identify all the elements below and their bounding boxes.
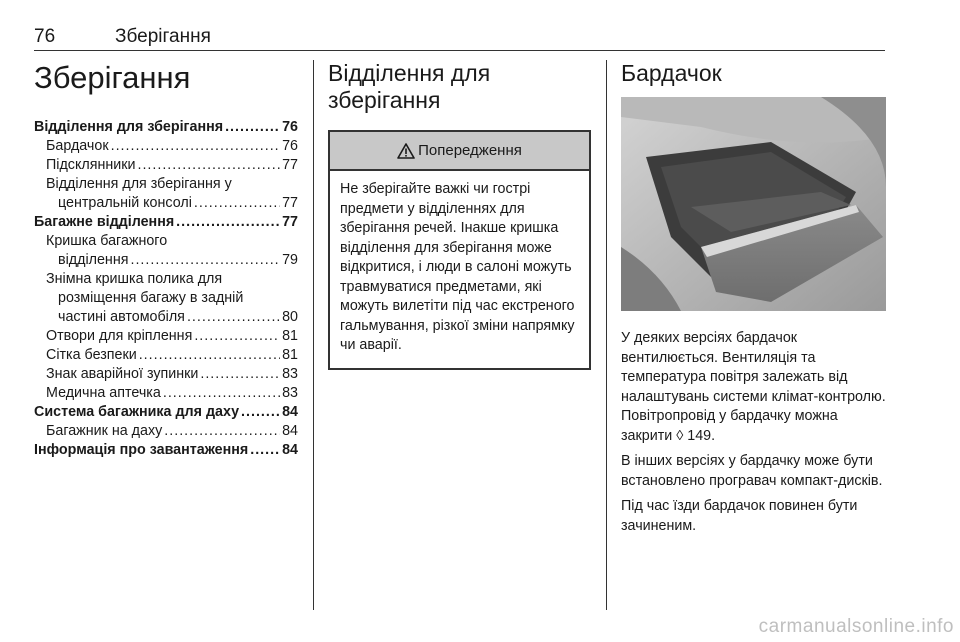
toc-entry[interactable] [34,441,298,460]
toc-leader-dots [194,194,280,213]
toc-page-number: 81 [282,347,298,363]
warning-title: Попередження [418,142,522,159]
glovebox-column [621,60,887,542]
toc-entry[interactable] [34,327,298,346]
column-divider [313,60,314,610]
toc-leader-dots [137,156,280,175]
toc-entry-label: Система багажника для даху [34,404,240,420]
toc-page-number: 80 [282,309,298,325]
body-paragraph: У деяких версіях бардачок вентилюється. Вентиляція та температура повітря залежать від налаштувань системи клімат-контролю. Повітропровід у бардачку можна закрити ◊ 149. [621,330,886,444]
toc-entry[interactable] [34,175,298,213]
warning-header [330,132,589,171]
toc-entry-label: відділення [58,252,129,268]
toc-entry-label-start: Кришка багажного [46,233,168,249]
toc-page-number: 84 [282,442,298,458]
toc-leader-dots [163,384,280,403]
watermark: carmanualsonline.info [758,616,954,637]
toc-entry-label: Багажне відділення [34,214,175,230]
toc-page-number: 83 [282,366,298,382]
toc-leader-dots [176,213,280,232]
toc-entry[interactable] [34,365,298,384]
toc-entry-label: Отвори для кріплення [46,328,193,344]
toc-entry-label-start: Відділення для зберігання у [46,176,232,192]
column-divider [606,60,607,610]
toc-leader-dots [130,251,280,270]
toc-entry[interactable] [34,156,298,175]
storage-column [328,60,591,370]
warning-box [328,130,591,370]
toc-column [34,60,298,460]
toc-page-number: 77 [282,214,298,230]
toc-page-number: 77 [282,195,298,211]
toc-entry-label: Бардачок [46,138,109,154]
page-number: 76 [34,26,56,47]
toc-entry[interactable] [34,346,298,365]
toc-entry-label: Відділення для зберігання [34,119,224,135]
warning-triangle-icon [397,143,415,159]
toc-leader-dots [225,118,280,137]
toc-leader-dots [200,365,280,384]
toc-entry[interactable] [34,270,298,327]
toc-page-number: 79 [282,252,298,268]
toc-page-number: 81 [282,328,298,344]
toc-entry[interactable] [34,213,298,232]
toc-entry[interactable] [34,384,298,403]
body-paragraph: Під час їзди бардачок повинен бути зачиненим. [621,498,858,534]
toc-page-number: 84 [282,423,298,439]
body-paragraph: В інших версіях у бардачку може бути встановлено програвач компакт-дисків. [621,453,883,489]
chapter-title: Зберігання [34,60,191,95]
toc-leader-dots [111,137,281,156]
toc-entry[interactable] [34,137,298,156]
toc-page-number: 84 [282,404,298,420]
toc-entry-label: частині автомобіля [58,309,185,325]
page-header [34,26,885,51]
toc-entry-label-start: Знімна кришка полика для розміщення багажу в задній [46,271,244,306]
toc-entry-label: Знак аварійної зупинки [46,366,199,382]
toc-page-number: 76 [282,119,298,135]
toc-entry[interactable] [34,232,298,270]
toc-entry[interactable] [34,403,298,422]
toc-entry[interactable] [34,422,298,441]
toc-page-number: 76 [282,138,298,154]
toc-leader-dots [250,441,280,460]
toc-leader-dots [164,422,280,441]
table-of-contents [34,118,298,460]
toc-entry-label: Інформація про завантаження [34,442,249,458]
toc-page-number: 77 [282,157,298,173]
toc-entry-label: Сітка безпеки [46,347,137,363]
running-section-title: Зберігання [115,26,211,47]
toc-entry-label: центральній консолі [58,195,192,211]
toc-entry-label: Підсклянники [46,157,136,173]
toc-entry-label: Багажник на даху [46,423,163,439]
section-heading: Відділення для зберігання [328,60,491,113]
toc-page-number: 83 [282,385,298,401]
glovebox-photo [621,97,886,311]
warning-text: Не зберігайте важкі чи гострі предмети у відділеннях для зберігання речей. Інакше кришка відділення для зберігання може відкритися, і люди в салоні можуть травмуватися предметами, які можуть вилетіти під час екстреного гальмування, різкої зміни напрямку чи аварії. [340,181,575,353]
toc-entry[interactable] [34,118,298,137]
toc-leader-dots [139,346,280,365]
section-heading: Бардачок [621,60,722,86]
toc-leader-dots [241,403,280,422]
toc-leader-dots [194,327,280,346]
toc-entry-label: Медична аптечка [46,385,161,401]
toc-leader-dots [187,308,280,327]
